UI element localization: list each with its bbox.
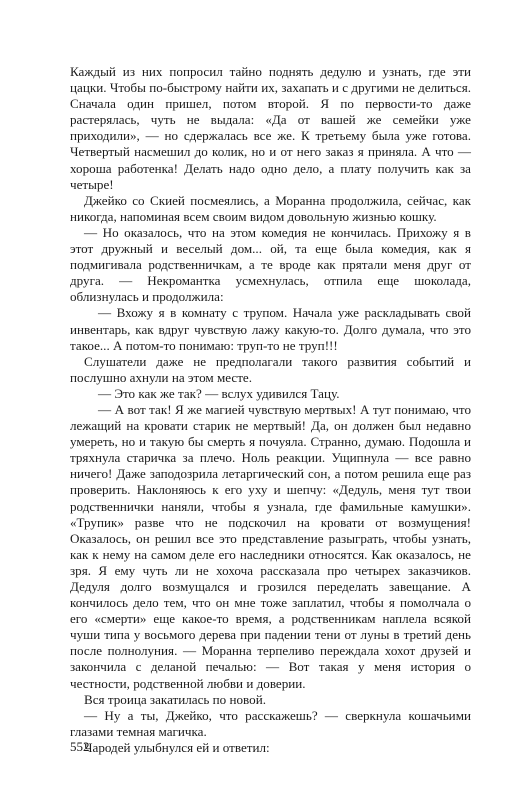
paragraph: Каждый из них попросил тайно поднять дедулю и узнать, где эти цацки. Чтобы по-быстрому найти их, захапать и с другими не делиться. Сначала один пришел, потом второй. Я по первости-то даже растерялась, чуть не выдала: «Да от вашей же семейки уже приходили», — но сдержалась все же. К третьему была уже готова. Четвертый насмешил до колик, но и от него заказ я приняла. А что — хороша работенка! Делать надо одно дело, а плату получить как за четыре! [70, 64, 471, 192]
paragraph: Чародей улыбнулся ей и ответил: [84, 739, 270, 755]
paragraph: — Вхожу я в комнату с трупом. Начала уже раскладывать свой инвентарь, как вдруг чувствую лажу какую-то. Долго думала, что это такое... А потом-то понимаю: труп-то не труп!!! [70, 305, 471, 353]
book-page-text [70, 64, 471, 756]
paragraph: — А вот так! Я же магией чувствую мертвых! А тут понимаю, что лежащий на кровати старик не мертвый! Да, он должен был недавно умереть, но и такую бы смерть я почуяла. Странно, думаю. Подошла и тряхнула старичка за плечо. Ноль реакции. Ущипнула — все равно ничего! Даже заподозрила летаргический сон, а потом решила еще раз проверить. Наклоняюсь к его уху и шепчу: «Дедуль, меня тут твои родственнички наняли, чтобы я узнала, где фамильные камушки». «Трупик» разве что не подскочил на кровати от возмущения! Оказалось, он решил все это представление разыграть, чтобы узнать, как к нему на самом деле его наследники относятся. Как оказалось, не зря. Я ему чуть ли не хохоча рассказала про четырех заказчиков. Дедуля долго возмущался и грозился переделать завещание. А кончилось дело тем, что он мне тоже заплатил, чтобы я помолчала о его «смерти» еще какое-то время, а родственникам наплела всякой чуши типа у восьмого дерева при падении тени от луны в третий день после полнолуния. — Моранна терпеливо переждала хохот друзей и закончила с деланой печалью: — Вот такая у меня история о честности, родственной любви и доверии. [70, 401, 471, 691]
paragraph: — Ну а ты, Джейко, что расскажешь? — сверкнула кошачьими глазами темная магичка. [70, 707, 471, 739]
paragraph: — Это как же так? — вслух удивился Тацу. [98, 385, 340, 401]
page-number: 552 [70, 739, 90, 754]
paragraph: — Но оказалось, что на этом комедия не кончилась. Прихожу я в этот дружный и веселый дом... ой, та еще была комедия, как я подмигивала родственничкам, а те вроде как прятали меня друг от друга. — Некромантка усмехнулась, отпила еще шоколада, облизнулась и продолжила: [70, 224, 471, 305]
paragraph: Вся троица закатилась по новой. [84, 691, 266, 707]
paragraph: Слушатели даже не предполагали такого развития событий и послушно ахнули на этом месте. [70, 353, 471, 385]
paragraph: Джейко со Скией посмеялись, а Моранна продолжила, сейчас, как никогда, напоминая всем своим видом довольную жизнью кошку. [70, 192, 471, 224]
